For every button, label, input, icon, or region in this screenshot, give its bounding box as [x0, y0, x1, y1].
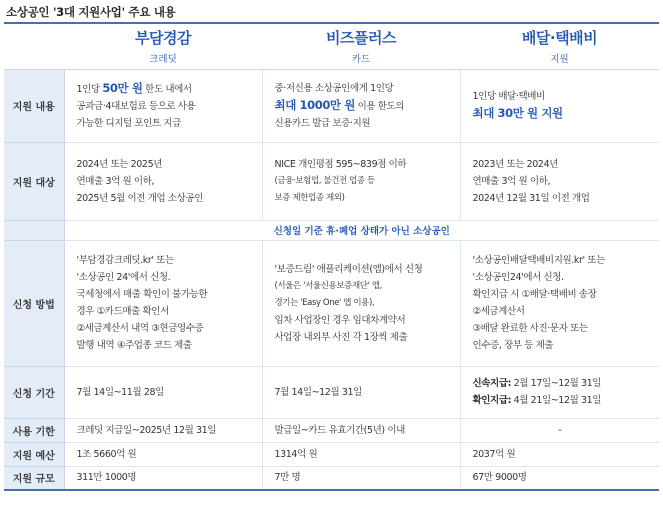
row-label: 지원 내용: [4, 69, 64, 142]
row-scale: [4, 466, 659, 490]
cell-period-delivery: 신속지급: 2월 17일~12월 31일 확인지급: 4월 21일~12월 31일: [460, 366, 659, 418]
column-name: 부담경감: [135, 29, 191, 48]
row-target: [4, 142, 659, 220]
column-name: 비즈플러스: [326, 29, 396, 48]
cell-usage-credit: 크레딧 지급일~2025년 12월 31일: [64, 418, 262, 442]
cell-content-credit: 1인당 50만 원 한도 내에서 공과금·4대보험료 등으로 사용 가능한 디지털 포인트 지급: [64, 69, 262, 142]
column-sub: 카드: [351, 54, 371, 66]
row-method: [4, 240, 659, 366]
cell-usage-bizplus: 발급일~카드 유효기간(5년) 이내: [262, 418, 460, 442]
column-header-delivery: [460, 23, 659, 69]
row-content: [4, 69, 659, 142]
cell-scale-bizplus: 7만 명: [262, 466, 460, 490]
row-period: [4, 366, 659, 418]
row-label: 지원 규모: [4, 466, 64, 490]
header-row: [4, 23, 659, 69]
cell-period-bizplus: 7월 14일~12월 31일: [262, 366, 460, 418]
row-label: 지원 대상: [4, 142, 64, 220]
cell-method-credit: '부담경감크레딧.kr' 또는 '소상공인 24'에서 신청. 국세청에서 매출 확인이 불가능한 경우 ①카드매출 확인서 ②세금계산서 내역 ③현금영수증 발행 내역 ④주업종 코드 제출: [64, 240, 262, 366]
cell-target-delivery: 2023년 또는 2024년 연매출 3억 원 이하, 2024년 12월 31일 이전 개업: [460, 142, 659, 220]
cell-budget-credit: 1조 5660억 원: [64, 442, 262, 466]
column-sub: 크레딧: [149, 54, 177, 66]
cell-content-bizplus: 중·저신용 소상공인에게 1인당 최대 1000만 원 이용 한도의 신용카드 발급 보증·지원: [262, 69, 460, 142]
cell-target-bizplus: NICE 개인평점 595~839점 이하 (금융·보험업, 불건전 업종 등 보증 제한업종 제외): [262, 142, 460, 220]
cell-usage-delivery: -: [460, 418, 659, 442]
cell-budget-bizplus: 1314억 원: [262, 442, 460, 466]
cell-period-credit: 7월 14일~11월 28일: [64, 366, 262, 418]
row-label: 신청 기간: [4, 366, 64, 418]
column-name: 배달·택배비: [521, 29, 598, 48]
row-label: 사용 기한: [4, 418, 64, 442]
cell-budget-delivery: 2037억 원: [460, 442, 659, 466]
row-notice: [4, 220, 659, 240]
column-sub: 지원: [550, 54, 569, 66]
cell-content-delivery: 1인당 배달·택배비 최대 30만 원 지원: [460, 69, 659, 142]
cell-method-bizplus: '보증드림' 애플리케이션(앱)에서 신청 (서울은 '서울신용보증재단' 앱, 경기는 'Easy One' 앱 이용), 임차 사업장인 경우 임대차계약서 사업장 내외부 사진 각 1장씩 제출: [262, 240, 460, 366]
row-label: 신청 방법: [4, 240, 64, 366]
cell-target-credit: 2024년 또는 2025년 연매출 3억 원 이하, 2025년 5월 이전 개업 소상공인: [64, 142, 262, 220]
support-table: [4, 22, 659, 491]
cell-scale-delivery: 67만 9000명: [460, 466, 659, 490]
cell-scale-credit: 311만 1000명: [64, 466, 262, 490]
notice-label-spacer: [4, 220, 64, 240]
page-title: 소상공인 '3대 지원사업' 주요 내용: [6, 5, 176, 19]
notice-text: 신청일 기준 휴·폐업 상태가 아닌 소상공인: [64, 220, 659, 240]
row-budget: [4, 442, 659, 466]
header-empty: [4, 23, 64, 69]
column-header-bizplus: [262, 23, 460, 69]
column-header-credit: [64, 23, 262, 69]
row-usage: [4, 418, 659, 442]
row-label: 지원 예산: [4, 442, 64, 466]
cell-method-delivery: '소상공인배달택배비지원.kr' 또는 '소상공인24'에서 신청. 확인지급 시 ①배달·택배비 송장 ②세금계산서 ③배달 완료한 사진·문자 또는 인수증, 장부 등 제출: [460, 240, 659, 366]
